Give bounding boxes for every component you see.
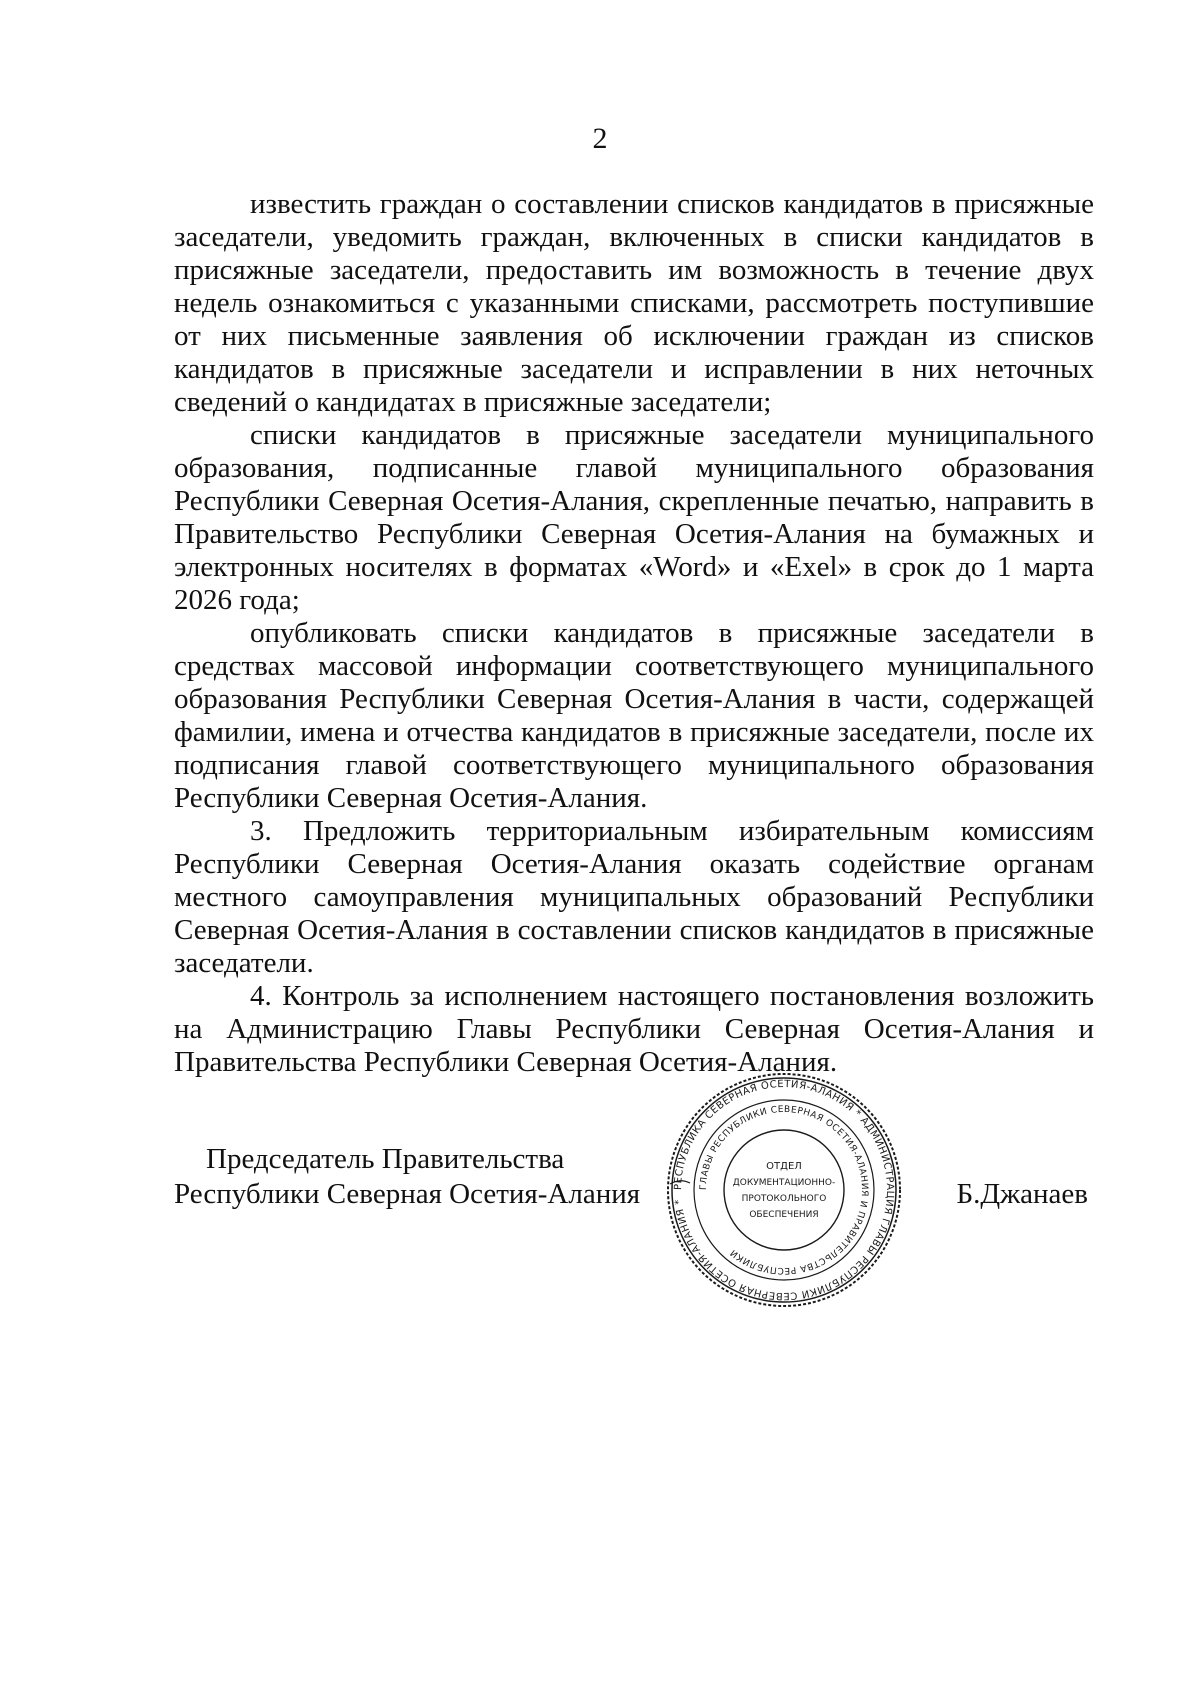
stamp-center-line3: ПРОТОКОЛЬНОГО bbox=[741, 1194, 827, 1204]
official-seal-stamp bbox=[664, 1070, 904, 1310]
paragraph-notify-citizens: известить граждан о составлении списков кандидатов в присяжные заседатели, уведомить граждан, включенных в списки кандидатов в присяжные заседатели, предоставить им возможность в течение двух недель ознакомиться с указанными списками, рассмотреть поступившие от них письменные заявления об исключении граждан из списков кандидатов в присяжные заседатели и исправлении в них неточных сведений о кандидатах в присяжные заседатели; bbox=[174, 188, 1094, 418]
paragraph-publish-lists: опубликовать списки кандидатов в присяжные заседатели в средствах массовой информации соответствующего муниципального образования Республики Северная Осетия-Алания в части, содержащей фамилии, имена и отчества кандидатов в присяжные заседатели, после их подписания главой соответствующего муниципального образования Республики Северная Осетия-Алания. bbox=[174, 617, 1094, 814]
signatory-title-line1: Председатель Правительства bbox=[206, 1143, 565, 1175]
stamp-center-line1: ОТДЕЛ bbox=[766, 1161, 802, 1172]
stamp-center-line2: ДОКУМЕНТАЦИОННО- bbox=[732, 1178, 836, 1188]
signature-block bbox=[174, 1142, 1094, 1292]
paragraph-item-3: 3. Предложить территориальным избирательным комиссиям Республики Северная Осетия-Алания оказать содействие органам местного самоуправления муниципальных образований Республики Северная Осетия-Алания в составлении списков кандидатов в присяжные заседатели. bbox=[174, 815, 1094, 979]
document-body bbox=[174, 188, 1094, 1079]
signatory-title bbox=[174, 1142, 674, 1212]
paragraph-item-4: 4. Контроль за исполнением настоящего постановления возложить на Администрацию Главы Республики Северная Осетия-Алания и Правительства Республики Северная Осетия-Алания. bbox=[174, 980, 1094, 1078]
stamp-inner-text: ГЛАВЫ РЕСПУБЛИКИ СЕВЕРНАЯ ОСЕТИЯ-АЛАНИЯ И ПРАВИТЕЛЬСТВА РЕСПУБЛИКИ bbox=[698, 1104, 870, 1276]
stamp-outer-text: РЕСПУБЛИКА СЕВЕРНАЯ ОСЕТИЯ-АЛАНИЯ * АДМИНИСТРАЦИЯ ГЛАВЫ РЕСПУБЛИКИ СЕВЕРНАЯ ОСЕТИЯ-АЛАНИЯ * bbox=[672, 1078, 896, 1302]
stamp-center-line4: ОБЕСПЕЧЕНИЯ bbox=[749, 1210, 819, 1220]
page-number: 2 bbox=[592, 122, 608, 155]
signatory-name: Б.Джанаев bbox=[956, 1178, 1088, 1210]
signatory-title-line2: Республики Северная Осетия-Алания bbox=[174, 1178, 641, 1210]
paragraph-lists-signed: списки кандидатов в присяжные заседатели муниципального образования, подписанные главой муниципального образования Республики Северная Осетия-Алания, скрепленные печатью, направить в Правительство Республики Северная Осетия-Алания на бумажных и электронных носителях в форматах «Word» и «Exel» в срок до 1 марта 2026 года; bbox=[174, 419, 1094, 616]
